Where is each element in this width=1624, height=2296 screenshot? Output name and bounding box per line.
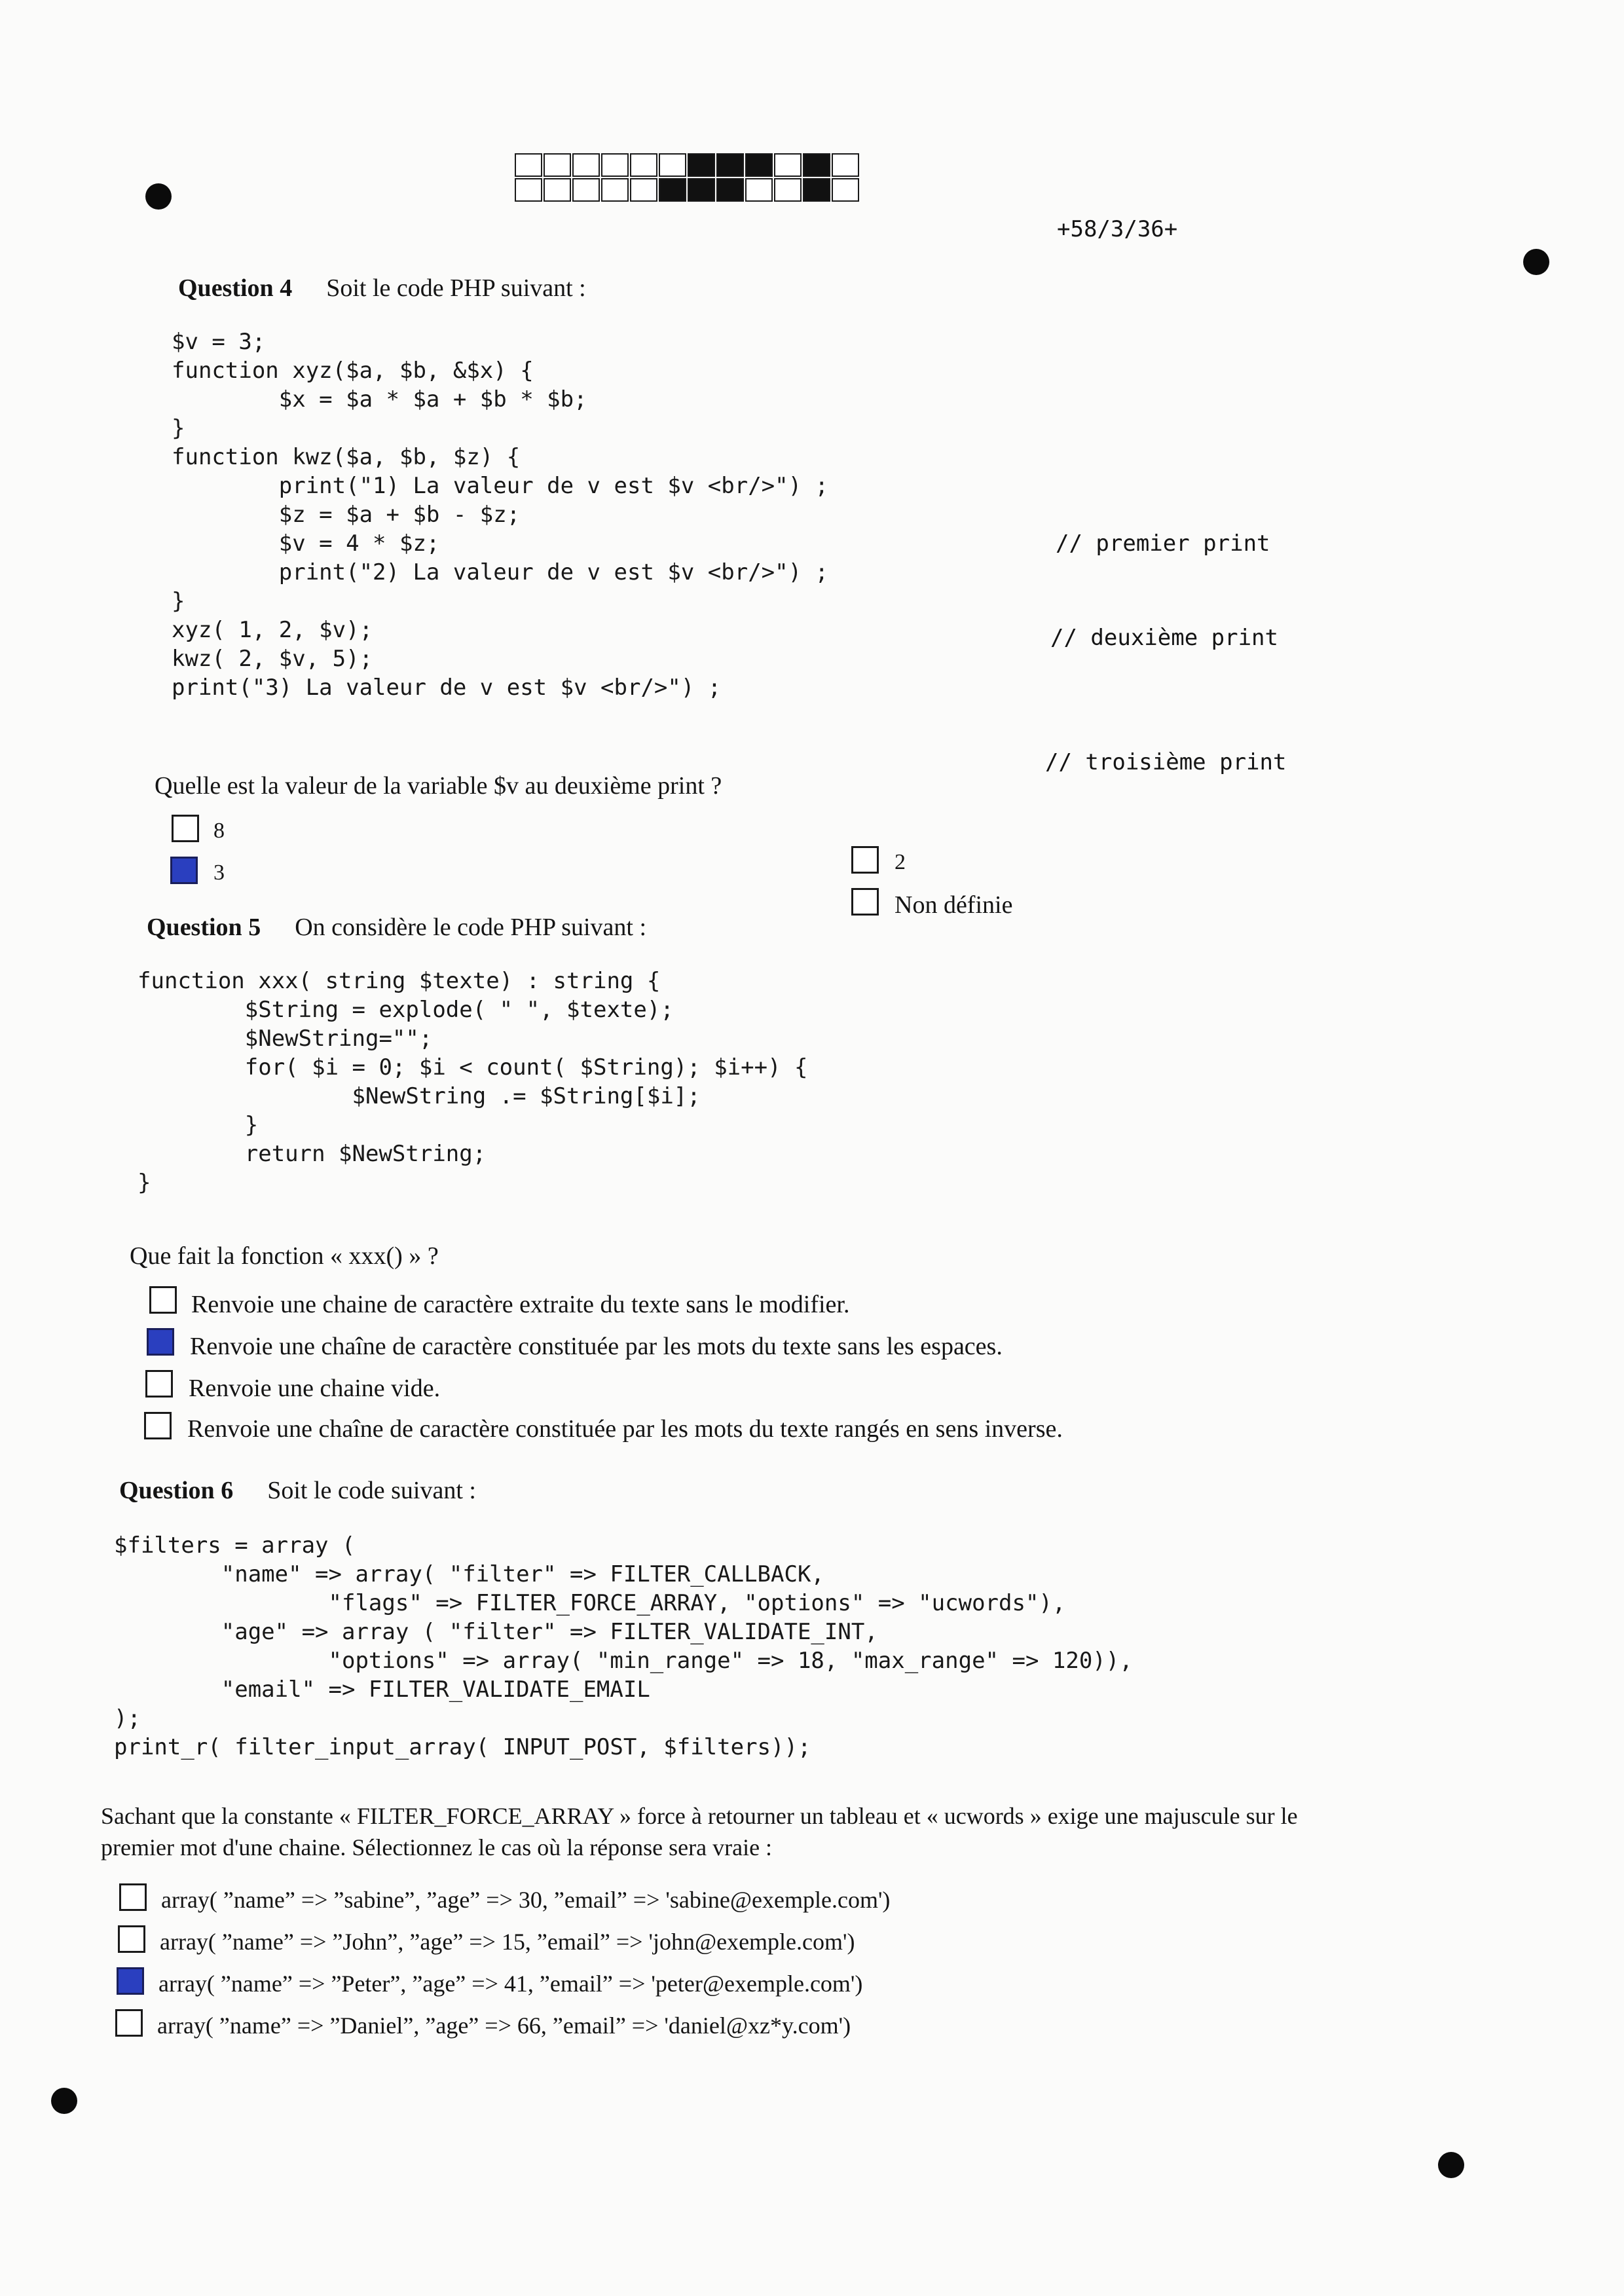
q5-option-3-checkbox[interactable]: [145, 1370, 173, 1398]
code-grid-cell: [630, 178, 657, 202]
code-grid-cell: [544, 153, 571, 177]
code-grid-cell: [572, 178, 600, 202]
code-grid-cell: [774, 153, 802, 177]
q5-prompt: On considère le code PHP suivant :: [295, 914, 647, 941]
q4-option-8-label: 8: [213, 819, 225, 843]
code-grid-cell: [515, 153, 542, 177]
code-grid-cell: [803, 153, 830, 177]
q6-option-3-checkbox[interactable]: [117, 1967, 144, 1995]
code-grid-cell: [774, 178, 802, 202]
q4-option-2-checkbox[interactable]: [851, 846, 879, 874]
registration-dot-top-right: [1523, 249, 1549, 275]
q5-option-4-checkbox[interactable]: [144, 1412, 172, 1439]
registration-dot-bottom-right: [1438, 2152, 1464, 2178]
q4-option-undefined-checkbox[interactable]: [851, 888, 879, 916]
code-grid-cell: [544, 178, 571, 202]
q6-question-line-1: Sachant que la constante « FILTER_FORCE_ARRAY » force à retourner un tableau et « ucwords » exige une majuscule sur le: [101, 1803, 1298, 1829]
q5-option-1-label: Renvoie une chaine de caractère extraite du texte sans le modifier.: [191, 1291, 850, 1318]
q6-option-2-checkbox[interactable]: [118, 1925, 145, 1953]
q6-code: $filters = array ( "name" => array( "filter" => FILTER_CALLBACK, "flags" => FILTER_FORCE_ARRAY, "options" => "ucwords"), "age" => array ( "filter" => FILTER_VALIDATE_INT, "options" => array( "min_range" => 18, "max_range" => 120)), "email" => FILTER_VALIDATE_EMAIL ); print_r( filter_input_array( INPUT_POST, $filters));: [114, 1532, 1133, 1760]
q6-label: Question 6: [119, 1477, 234, 1504]
code-grid-cell: [572, 153, 600, 177]
q6-question-line-2: premier mot d'une chaine. Sélectionnez le cas où la réponse sera vraie :: [101, 1834, 773, 1861]
q4-label: Question 4: [178, 274, 293, 302]
q5-option-3-label: Renvoie une chaine vide.: [189, 1375, 441, 1402]
page-code: +58/3/36+: [1057, 216, 1178, 242]
q6-heading: [119, 1476, 476, 1505]
q5-option-2-label: Renvoie une chaîne de caractère constituée par les mots du texte sans les espaces.: [190, 1333, 1003, 1360]
registration-dot-top-left: [145, 183, 172, 210]
q5-option-2-checkbox[interactable]: [147, 1328, 174, 1356]
code-grid-cell: [601, 178, 629, 202]
q6-option-1-checkbox[interactable]: [119, 1883, 147, 1911]
code-grid-cell: [630, 153, 657, 177]
q4-question: Quelle est la valeur de la variable $v au deuxième print ?: [155, 772, 722, 800]
q6-option-2-label: array( ”name” => ”John”, ”age” => 15, ”email” => 'john@exemple.com'): [160, 1929, 855, 1955]
q5-label: Question 5: [147, 914, 261, 941]
code-grid-cell: [832, 178, 859, 202]
code-grid-cell: [832, 153, 859, 177]
code-grid-cell: [688, 178, 715, 202]
code-grid-cell: [745, 153, 773, 177]
q4-heading: [178, 274, 586, 303]
code-grid-cell: [803, 178, 830, 202]
q6-prompt: Soit le code suivant :: [267, 1477, 476, 1504]
code-grid-cell: [659, 178, 686, 202]
q6-option-4-checkbox[interactable]: [115, 2009, 143, 2037]
registration-dot-bottom-left: [51, 2088, 77, 2114]
code-grid-cell: [601, 153, 629, 177]
q4-comment-2: // deuxième print: [1050, 625, 1278, 651]
q5-option-4-label: Renvoie une chaîne de caractère constituée par les mots du texte rangés en sens inverse.: [187, 1415, 1063, 1443]
code-grid-cell: [745, 178, 773, 202]
code-grid-cell: [716, 153, 744, 177]
code-grid-cell: [659, 153, 686, 177]
q4-option-2-label: 2: [895, 850, 906, 874]
q4-code: $v = 3; function xyz($a, $b, &$x) { $x = $a * $a + $b * $b; } function kwz($a, $b, $z) { print("1) La valeur de v est $v <br/>") ; $z = $a + $b - $z; $v = 4 * $z; print("2) La valeur de v est $v <br/>") ; } xyz( 1, 2, $v); kwz( 2, $v, 5); print("3) La valeur de v est $v <br/>") ;: [172, 329, 829, 701]
code-grid-cell: [716, 178, 744, 202]
q6-option-3-label: array( ”name” => ”Peter”, ”age” => 41, ”email” => 'peter@exemple.com'): [158, 1971, 863, 1997]
q5-option-1-checkbox[interactable]: [149, 1286, 177, 1314]
q5-question: Que fait la fonction « xxx() » ?: [130, 1242, 439, 1270]
q4-option-undefined-label: Non définie: [895, 891, 1013, 919]
code-grid-cell: [688, 153, 715, 177]
code-grid-cell: [515, 178, 542, 202]
student-code-grid: [515, 153, 860, 203]
q4-option-3-checkbox[interactable]: [170, 857, 198, 884]
q5-code: function xxx( string $texte) : string { $String = explode( " ", $texte); $NewString=""; for( $i = 0; $i < count( $String); $i++) { $NewString .= $String[$i]; } return $NewString; }: [138, 968, 808, 1196]
q6-option-4-label: array( ”name” => ”Daniel”, ”age” => 66, ”email” => 'daniel@xz*y.com'): [157, 2012, 851, 2039]
q4-option-3-label: 3: [213, 861, 225, 885]
q4-comment-3: // troisième print: [1045, 749, 1287, 775]
q6-option-1-label: array( ”name” => ”sabine”, ”age” => 30, ”email” => 'sabine@exemple.com'): [161, 1887, 891, 1913]
q4-prompt: Soit le code PHP suivant :: [326, 274, 586, 302]
code-grid-row: [515, 153, 860, 178]
code-grid-row: [515, 178, 860, 203]
q5-heading: [147, 913, 646, 942]
q4-option-8-checkbox[interactable]: [172, 815, 199, 842]
q4-comment-1: // premier print: [1056, 530, 1270, 557]
